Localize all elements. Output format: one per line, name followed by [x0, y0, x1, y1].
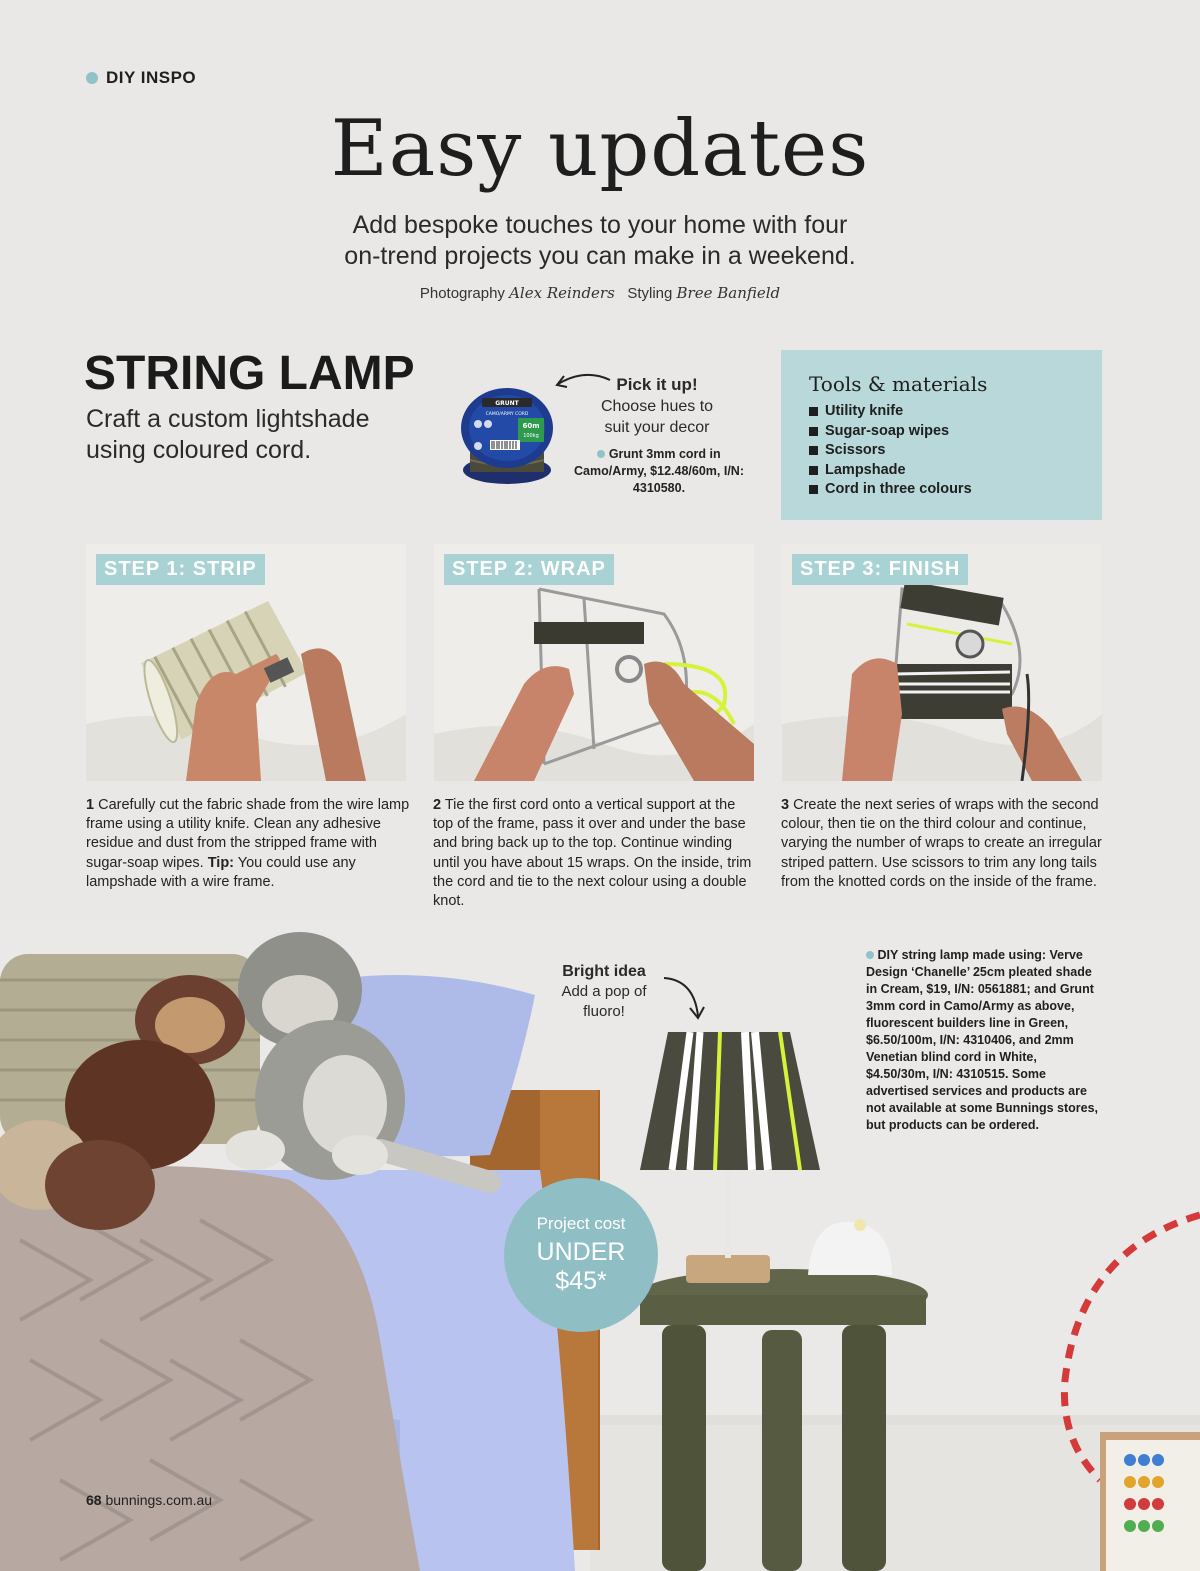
- tip-label: Tip:: [207, 854, 235, 871]
- credits: [0, 284, 1200, 302]
- tool-label: Lampshade: [825, 461, 906, 478]
- cord-spool-image: [460, 384, 554, 486]
- curved-arrow-icon: [660, 972, 708, 1024]
- stylist-name: Bree Banfield: [676, 284, 781, 302]
- step-number: 3: [781, 797, 790, 813]
- list-item: [809, 422, 1074, 442]
- bright-title: Bright idea: [562, 963, 646, 980]
- square-bullet-icon: [809, 485, 818, 494]
- spool-label: CAMO/ARMY CORD: [485, 412, 529, 417]
- step-body: Tie the first cord onto a vertical support at the top of the frame, pass it over and under the base and bring back up to the top. Continue winding until you have about 15 wraps. On the inside, trim the cord and tie to the next colour using a double knot.: [433, 797, 752, 910]
- product-info: [566, 446, 752, 497]
- page-footer: [86, 1492, 212, 1508]
- tools-materials-box: [781, 350, 1102, 520]
- list-item: [809, 461, 1074, 481]
- list-item: [809, 441, 1074, 461]
- square-bullet-icon: [809, 466, 818, 475]
- spool-load: 100kg: [523, 433, 539, 439]
- styling-label: Styling: [627, 285, 673, 302]
- tools-list: [809, 402, 1074, 500]
- step-1-text: [86, 796, 411, 892]
- square-bullet-icon: [809, 407, 818, 416]
- pick-line-1: Choose hues to: [600, 398, 714, 415]
- cost-line-1: UNDER: [536, 1238, 626, 1266]
- bright-line-1: Add a pop of: [561, 983, 647, 1000]
- square-bullet-icon: [809, 446, 818, 455]
- tool-label: Cord in three colours: [825, 481, 972, 497]
- info-bold: cord: [898, 999, 926, 1013]
- page-number: 68: [86, 1492, 102, 1508]
- bright-line-2: fluoro!: [583, 1003, 625, 1020]
- bullet-dot-icon: [866, 951, 874, 959]
- pick-title: Pick it up!: [616, 375, 698, 394]
- cost-line-2: $45*: [555, 1267, 607, 1295]
- tool-label: Utility knife: [825, 403, 904, 419]
- step-3-text: [781, 796, 1106, 892]
- step-1-photo: [86, 544, 406, 781]
- bullet-dot-icon: [86, 72, 98, 84]
- product-bold: cord: [678, 447, 707, 461]
- step-body: Create the next series of wraps with the second colour, then tie on the third colour and continue, varying the number of wraps to create an irregular striped pattern. Use scissors to trim any long tails from the knotted cords on the inside of the frame.: [781, 797, 1102, 890]
- subtitle-line-2: on-trend projects you can make in a weekend.: [344, 242, 856, 270]
- pick-line-2: suit your decor: [604, 419, 710, 436]
- step-3-photo: [782, 544, 1102, 781]
- product-text: Grunt 3mm: [608, 447, 679, 461]
- bullet-dot-icon: [597, 450, 605, 458]
- bright-idea-callout: [548, 962, 660, 1022]
- step-body: You could use any lampshade with a wire frame.: [86, 854, 356, 890]
- step-number: 2: [433, 797, 442, 813]
- step-1-badge: STEP 1: STRIP: [96, 554, 265, 585]
- step-number: 1: [86, 797, 95, 813]
- info-text: in Green, $6.50/100m, I/N: 4310406, and 2mm Venetian blind: [866, 1016, 1074, 1064]
- step-2-photo: [434, 544, 754, 781]
- project-title: STRING LAMP: [84, 347, 415, 400]
- tool-label: Scissors: [825, 442, 886, 458]
- step-3-badge: STEP 3: FINISH: [792, 554, 968, 585]
- section-tag: [86, 68, 196, 88]
- page-title: Easy updates: [330, 104, 870, 194]
- spool-brand: GRUNT: [495, 400, 519, 407]
- diy-lamp-info: [866, 947, 1098, 1134]
- step-2-text: [433, 796, 758, 911]
- cost-label: Project cost: [536, 1214, 626, 1233]
- photography-label: Photography: [419, 285, 505, 302]
- tools-title: Tools & materials: [809, 372, 988, 396]
- info-text: made using: Verve Design ‘Chanelle’ 25cm pleated: [866, 948, 1083, 979]
- page-subtitle: [250, 210, 950, 272]
- info-bold: builders line: [936, 1016, 1011, 1030]
- list-item: [809, 402, 1074, 422]
- product-text: in Camo/Army, $12.48/60m, I/N: 4310580.: [574, 447, 744, 495]
- section-tag-label: DIY INSPO: [106, 68, 197, 87]
- photographer-name: Alex Reinders: [509, 284, 615, 302]
- pick-callout: [572, 374, 742, 438]
- info-bold: cord: [954, 1050, 982, 1064]
- step-body: Carefully cut the fabric shade from the wire lamp frame using a utility knife. Clean any adhesive residue and dust from the stripped frame with sugar-soap wipes.: [86, 797, 410, 871]
- tool-label: Sugar-soap wipes: [825, 422, 950, 439]
- project-cost-badge: [504, 1178, 658, 1332]
- project-subtitle: Craft a custom lightshade using coloured cord.: [86, 405, 370, 464]
- step-2-badge: STEP 2: WRAP: [444, 554, 614, 585]
- subtitle-line-1: Add bespoke touches to your home with four: [352, 211, 848, 239]
- site-url[interactable]: bunnings.com.au: [105, 1492, 213, 1508]
- square-bullet-icon: [809, 427, 818, 436]
- info-text: in Camo/Army as above, fluorescent: [866, 999, 1075, 1030]
- info-bold: shade: [1055, 965, 1092, 979]
- info-text: in Cream, $19, I/N: 0561881; and Grunt 3mm: [866, 982, 1094, 1013]
- info-bold: DIY string lamp: [877, 948, 969, 962]
- info-text: in White, $4.50/30m, I/N: 4310515. Some advertised services and products are not available at some Bunnings stores, but products can be ordered.: [866, 1050, 1099, 1132]
- list-item: [809, 480, 1074, 500]
- spool-length: 60m: [522, 422, 540, 430]
